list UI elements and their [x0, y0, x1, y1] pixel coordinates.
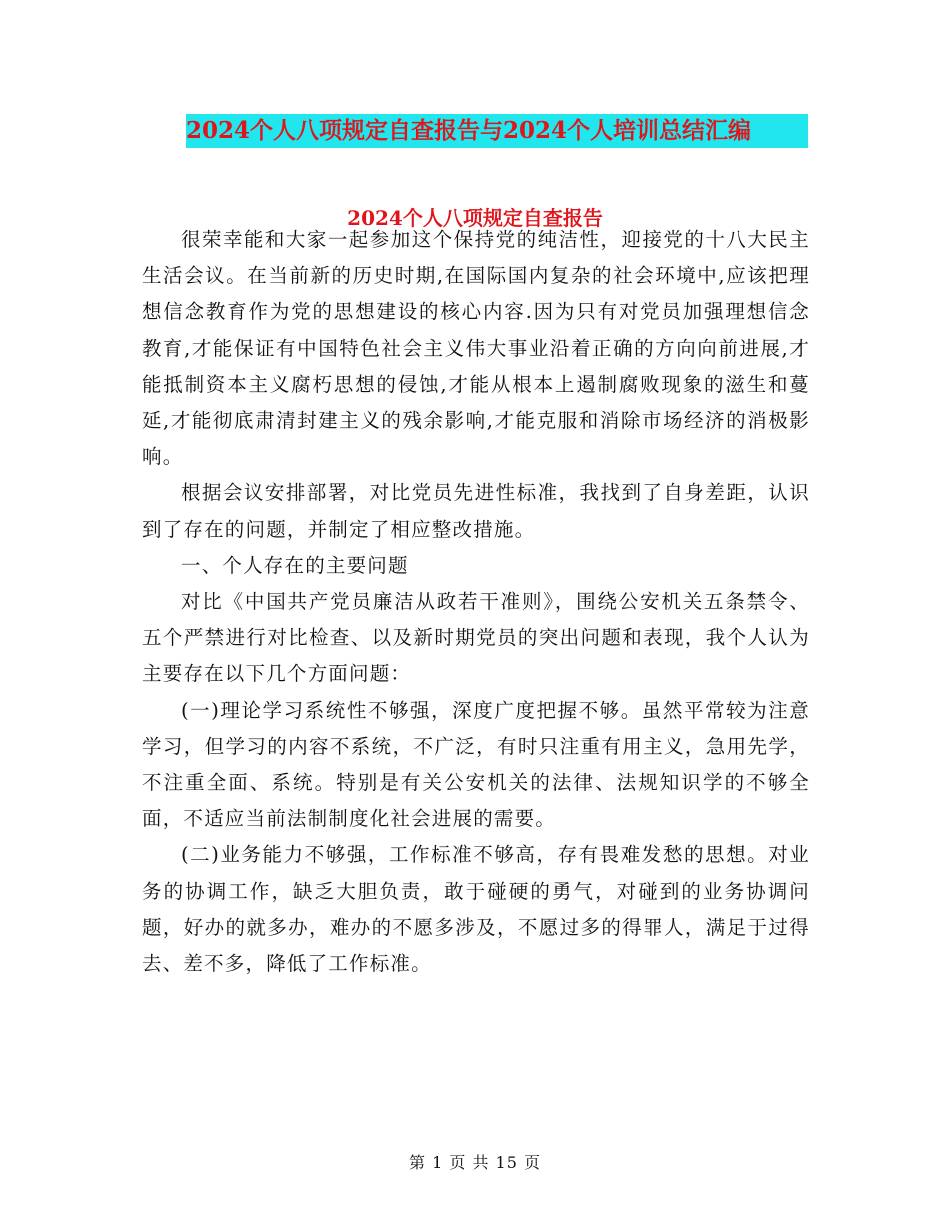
paragraph-problem-two: (二)业务能力不够强，工作标准不够高，存有畏难发愁的思想。对业务的协调工作，缺乏大胆负责，敢于碰硬的勇气，对碰到的业务协调问题，好办的就多办，难办的不愿多涉及，不愿过多的得罪人，满足于过得去、差不多，降低了工作标准。 [142, 843, 810, 976]
document-main-title: 2024个人八项规定自查报告与2024个人培训总结汇编 [186, 114, 808, 148]
paragraph-comparison: 对比《中国共产党员廉洁从政若干准则》，围绕公安机关五条禁令、五个严禁进行对比检查、以及新时期党员的突出问题和表现，我个人认为主要存在以下几个方面问题： [142, 590, 810, 686]
paragraph-intro: 很荣幸能和大家一起参加这个保持党的纯洁性，迎接党的十八大民主生活会议。在当前新的历史时期,在国际国内复杂的社会环境中,应该把理想信念教育作为党的思想建设的核心内容.因为只有对党员加强理想信念教育,才能保证有中国特色社会主义伟大事业沿着正确的方向向前进展,才能抵制资本主义腐朽思想的侵蚀,才能从根本上遏制腐败现象的滋生和蔓延,才能彻底肃清封建主义的残余影响,才能克服和消除市场经济的消极影响。 [142, 228, 810, 469]
section-heading-main-problems: 一、个人存在的主要问题 [181, 553, 409, 577]
section-title: 2024个人八项规定自查报告 [347, 206, 603, 230]
page-footer: 第 1 页 共 15 页 [409, 1153, 541, 1172]
paragraph-meeting-arrangement: 根据会议安排部署，对比党员先进性标准，我找到了自身差距，认识到了存在的问题，并制定了相应整改措施。 [142, 481, 810, 541]
paragraph-problem-one: (一)理论学习系统性不够强，深度广度把握不够。虽然平常较为注意学习，但学习的内容不系统，不广泛，有时只注重有用主义，急用先学，不注重全面、系统。特别是有关公安机关的法律、法规知识学的不够全面，不适应当前法制制度化社会进展的需要。 [142, 698, 810, 831]
document-body [142, 222, 810, 982]
